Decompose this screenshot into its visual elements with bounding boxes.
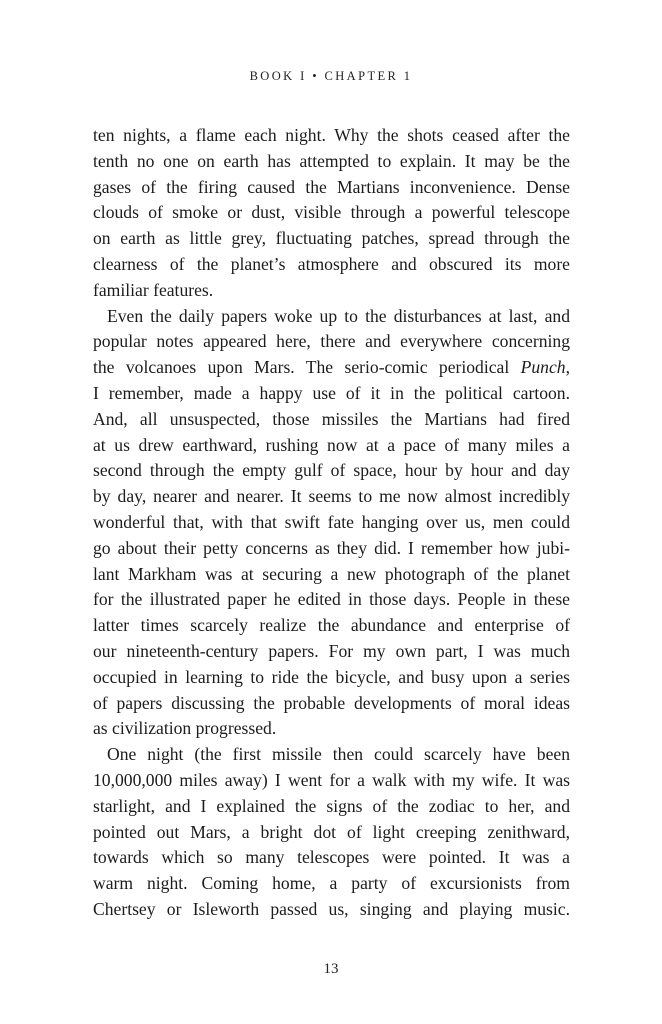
text-line: pointed out Mars, a bright dot of light creeping zenithward, [93, 821, 570, 842]
italic-title: Punch [520, 357, 566, 378]
text-line: latter times scarcely realize the abundance and enterprise of [93, 615, 570, 636]
text-line: starlight, and I explained the signs of the zodiac to her, and [93, 795, 570, 816]
text-line: Chertsey or Isleworth passed us, singing and playing music. [93, 898, 570, 919]
text-line: warm night. Coming home, a party of excursionists from [93, 873, 570, 894]
text-line: towards which so many telescopes were pointed. It was a [93, 847, 570, 868]
paragraph-start-line: One night (the first missile then could scarcely have been [107, 744, 570, 765]
text-line: occupied in learning to ride the bicycle, and busy upon a series [93, 666, 570, 687]
text-line: 10,000,000 miles away) I went for a walk with my wife. It was [93, 769, 570, 790]
text-line: clouds of smoke or dust, visible through a powerful telescope [93, 202, 570, 223]
text-line: our nineteenth-century papers. For my own part, I was much [93, 640, 570, 661]
text-line: on earth as little grey, fluctuating patches, spread through the [93, 228, 570, 249]
body-text [93, 123, 570, 923]
paragraph-start-line: Even the daily papers woke up to the disturbances at last, and [107, 305, 570, 326]
text-line: And, all unsuspected, those missiles the Martians had fired [93, 408, 570, 429]
running-head: BOOK I • CHAPTER 1 [249, 69, 413, 83]
page-number: 13 [323, 961, 339, 977]
text-line: by day, nearer and nearer. It seems to me now almost incredibly [93, 486, 570, 507]
text-line: wonderful that, with that swift fate hanging over us, men could [93, 511, 570, 532]
text-line: at us drew earthward, rushing now at a pace of many miles a [93, 434, 570, 455]
text-line: tenth no one on earth has attempted to explain. It may be the [93, 150, 570, 171]
text-line: gases of the firing caused the Martians inconvenience. Dense [93, 176, 570, 197]
text-line: clearness of the planet’s atmosphere and obscured its more [93, 253, 570, 274]
text-line: the volcanoes upon Mars. The serio-comic periodical Punch, [93, 357, 570, 378]
text-line: lant Markham was at securing a new photograph of the planet [93, 563, 570, 584]
text-line: go about their petty concerns as they did. I remember how jubi- [93, 537, 570, 558]
text-line: I remember, made a happy use of it in the political cartoon. [93, 382, 570, 403]
text-line: of papers discussing the probable developments of moral ideas [93, 692, 570, 713]
text-line: popular notes appeared here, there and everywhere concerning [93, 331, 570, 352]
text-line: ten nights, a flame each night. Why the shots ceased after the [93, 125, 570, 145]
text-line: second through the empty gulf of space, hour by hour and day [93, 460, 570, 481]
text-line: for the illustrated paper he edited in those days. People in these [93, 589, 570, 610]
text-line: as civilization progressed. [93, 718, 277, 739]
text-line: familiar features. [93, 279, 214, 300]
